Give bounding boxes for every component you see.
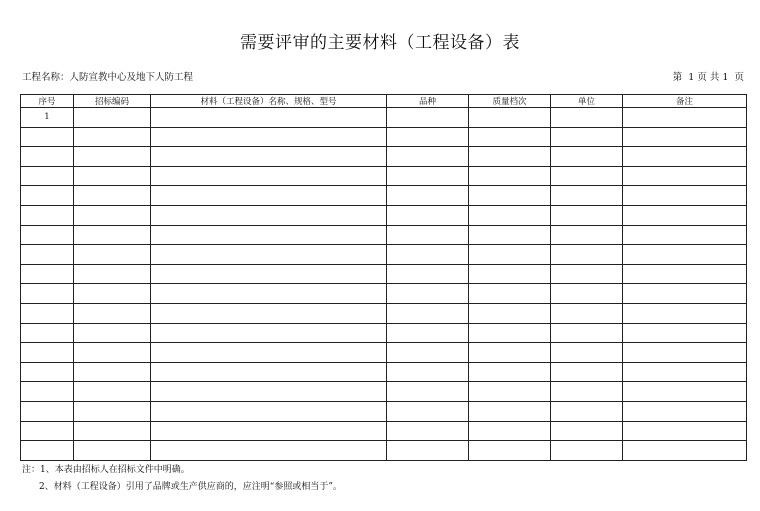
- table-cell: [623, 284, 747, 304]
- table-cell: [551, 401, 623, 421]
- table-row: [21, 401, 747, 421]
- table-cell: [387, 343, 469, 363]
- table-cell: [469, 284, 551, 304]
- table-cell: [151, 323, 387, 343]
- table-cell: [387, 284, 469, 304]
- table-cell: [469, 205, 551, 225]
- table-cell: [21, 147, 74, 167]
- header-variety: 品种: [387, 95, 469, 108]
- table-cell: [151, 127, 387, 147]
- table-cell: [551, 421, 623, 441]
- table-row: [21, 362, 747, 382]
- table-cell: [623, 166, 747, 186]
- table-cell: [623, 127, 747, 147]
- materials-table: [20, 94, 747, 461]
- table-cell: [551, 127, 623, 147]
- header-material-name: 材料（工程设备）名称、规格、型号: [151, 95, 387, 108]
- table-cell: [74, 147, 151, 167]
- table-cell: [551, 441, 623, 461]
- table-cell: [74, 186, 151, 206]
- table-cell: [21, 245, 74, 265]
- table-cell: [623, 147, 747, 167]
- table-cell: [551, 303, 623, 323]
- table-cell: [74, 323, 151, 343]
- page-info: 第 1 页 共 1 页: [672, 72, 744, 83]
- table-cell: [623, 245, 747, 265]
- table-cell: [623, 303, 747, 323]
- table-row: [21, 225, 747, 245]
- table-cell: [551, 186, 623, 206]
- table-cell: [387, 303, 469, 323]
- table-cell: [623, 441, 747, 461]
- table-cell: [469, 166, 551, 186]
- table-cell: [551, 205, 623, 225]
- notes: [22, 462, 342, 496]
- table-cell: 1: [21, 108, 74, 128]
- table-cell: [551, 147, 623, 167]
- table-cell: [74, 401, 151, 421]
- table-row: [21, 323, 747, 343]
- table-cell: [623, 382, 747, 402]
- table-cell: [74, 421, 151, 441]
- table-cell: [151, 205, 387, 225]
- table-cell: [151, 166, 387, 186]
- table-cell: [387, 264, 469, 284]
- table-cell: [551, 323, 623, 343]
- table-cell: [623, 343, 747, 363]
- table-cell: [551, 343, 623, 363]
- table-cell: [551, 362, 623, 382]
- table-cell: [551, 264, 623, 284]
- table-cell: [551, 245, 623, 265]
- table-cell: [151, 264, 387, 284]
- table-cell: [151, 441, 387, 461]
- table-cell: [151, 245, 387, 265]
- header-index: 序号: [21, 95, 74, 108]
- table-cell: [151, 401, 387, 421]
- table-body: [21, 108, 747, 461]
- table-cell: [21, 441, 74, 461]
- table-row: [21, 147, 747, 167]
- table-cell: [623, 186, 747, 206]
- table-cell: [21, 166, 74, 186]
- header-unit: 单位: [551, 95, 623, 108]
- table-cell: [469, 186, 551, 206]
- table-cell: [21, 421, 74, 441]
- table-row: [21, 441, 747, 461]
- table-cell: [74, 264, 151, 284]
- table-row: [21, 166, 747, 186]
- table-cell: [21, 186, 74, 206]
- table-cell: [151, 362, 387, 382]
- table-row: [21, 127, 747, 147]
- table-cell: [551, 284, 623, 304]
- table-cell: [623, 323, 747, 343]
- table-cell: [74, 382, 151, 402]
- table-cell: [21, 284, 74, 304]
- table-cell: [623, 225, 747, 245]
- table-cell: [551, 166, 623, 186]
- table-cell: [469, 441, 551, 461]
- table-cell: [387, 441, 469, 461]
- table-cell: [21, 382, 74, 402]
- table-cell: [623, 421, 747, 441]
- table-cell: [469, 264, 551, 284]
- project-info: [22, 69, 193, 83]
- table-cell: [74, 205, 151, 225]
- table-cell: [469, 401, 551, 421]
- table-cell: [151, 108, 387, 128]
- table-row: [21, 245, 747, 265]
- table-cell: [387, 147, 469, 167]
- table-row: [21, 303, 747, 323]
- table-cell: [469, 421, 551, 441]
- project-label: 工程名称：: [22, 72, 70, 83]
- table-cell: [151, 284, 387, 304]
- table-cell: [74, 245, 151, 265]
- table-cell: [74, 441, 151, 461]
- table-cell: [387, 127, 469, 147]
- table-cell: [387, 382, 469, 402]
- table-cell: [387, 421, 469, 441]
- table-cell: [21, 225, 74, 245]
- table-cell: [74, 343, 151, 363]
- table-row: [21, 205, 747, 225]
- table-cell: [387, 245, 469, 265]
- table-cell: [469, 362, 551, 382]
- table-cell: [74, 303, 151, 323]
- table-cell: [469, 382, 551, 402]
- table-cell: [74, 127, 151, 147]
- table-cell: [151, 147, 387, 167]
- header-quality-grade: 质量档次: [469, 95, 551, 108]
- table-cell: [74, 284, 151, 304]
- table-cell: [551, 225, 623, 245]
- table-cell: [74, 166, 151, 186]
- note-2: 2、材料（工程设备）引用了品牌或生产供应商的，应注明“参照或相当于”。: [39, 482, 342, 492]
- table-cell: [469, 323, 551, 343]
- table-cell: [74, 108, 151, 128]
- table-cell: [151, 303, 387, 323]
- table-cell: [151, 343, 387, 363]
- table-cell: [623, 362, 747, 382]
- table-cell: [469, 225, 551, 245]
- table-cell: [469, 147, 551, 167]
- table-cell: [469, 303, 551, 323]
- table-cell: [151, 225, 387, 245]
- table-cell: [21, 323, 74, 343]
- table-cell: [469, 127, 551, 147]
- table-cell: [21, 362, 74, 382]
- table-cell: [551, 382, 623, 402]
- table-row: [21, 382, 747, 402]
- table-row: [21, 343, 747, 363]
- table-cell: [151, 186, 387, 206]
- table-cell: [74, 362, 151, 382]
- table-cell: [21, 127, 74, 147]
- table-cell: [21, 264, 74, 284]
- table-cell: [623, 401, 747, 421]
- table-cell: [387, 225, 469, 245]
- header-remarks: 备注: [623, 95, 747, 108]
- table-cell: [151, 421, 387, 441]
- table-cell: [387, 401, 469, 421]
- table-cell: [387, 186, 469, 206]
- table-cell: [21, 343, 74, 363]
- table-header-row: [21, 95, 747, 108]
- table-cell: [623, 108, 747, 128]
- table-row: [21, 108, 747, 128]
- table-cell: [623, 205, 747, 225]
- project-name: 人防宣教中心及地下人防工程: [69, 72, 194, 83]
- table-cell: [623, 264, 747, 284]
- header-bid-code: 招标编码: [74, 95, 151, 108]
- table-row: [21, 264, 747, 284]
- table-cell: [387, 362, 469, 382]
- table-cell: [551, 108, 623, 128]
- note-1: 注：1、本表由招标人在招标文件中明确。: [22, 465, 190, 475]
- table-cell: [469, 343, 551, 363]
- table-cell: [387, 205, 469, 225]
- table-row: [21, 284, 747, 304]
- table-cell: [387, 323, 469, 343]
- table-cell: [21, 303, 74, 323]
- table-cell: [387, 108, 469, 128]
- table-cell: [469, 108, 551, 128]
- table-cell: [469, 245, 551, 265]
- table-cell: [21, 401, 74, 421]
- table-row: [21, 421, 747, 441]
- table-cell: [21, 205, 74, 225]
- table-cell: [387, 166, 469, 186]
- table-cell: [74, 225, 151, 245]
- table-row: [21, 186, 747, 206]
- table-cell: [151, 382, 387, 402]
- page-title: 需要评审的主要材料（工程设备）表: [240, 33, 520, 53]
